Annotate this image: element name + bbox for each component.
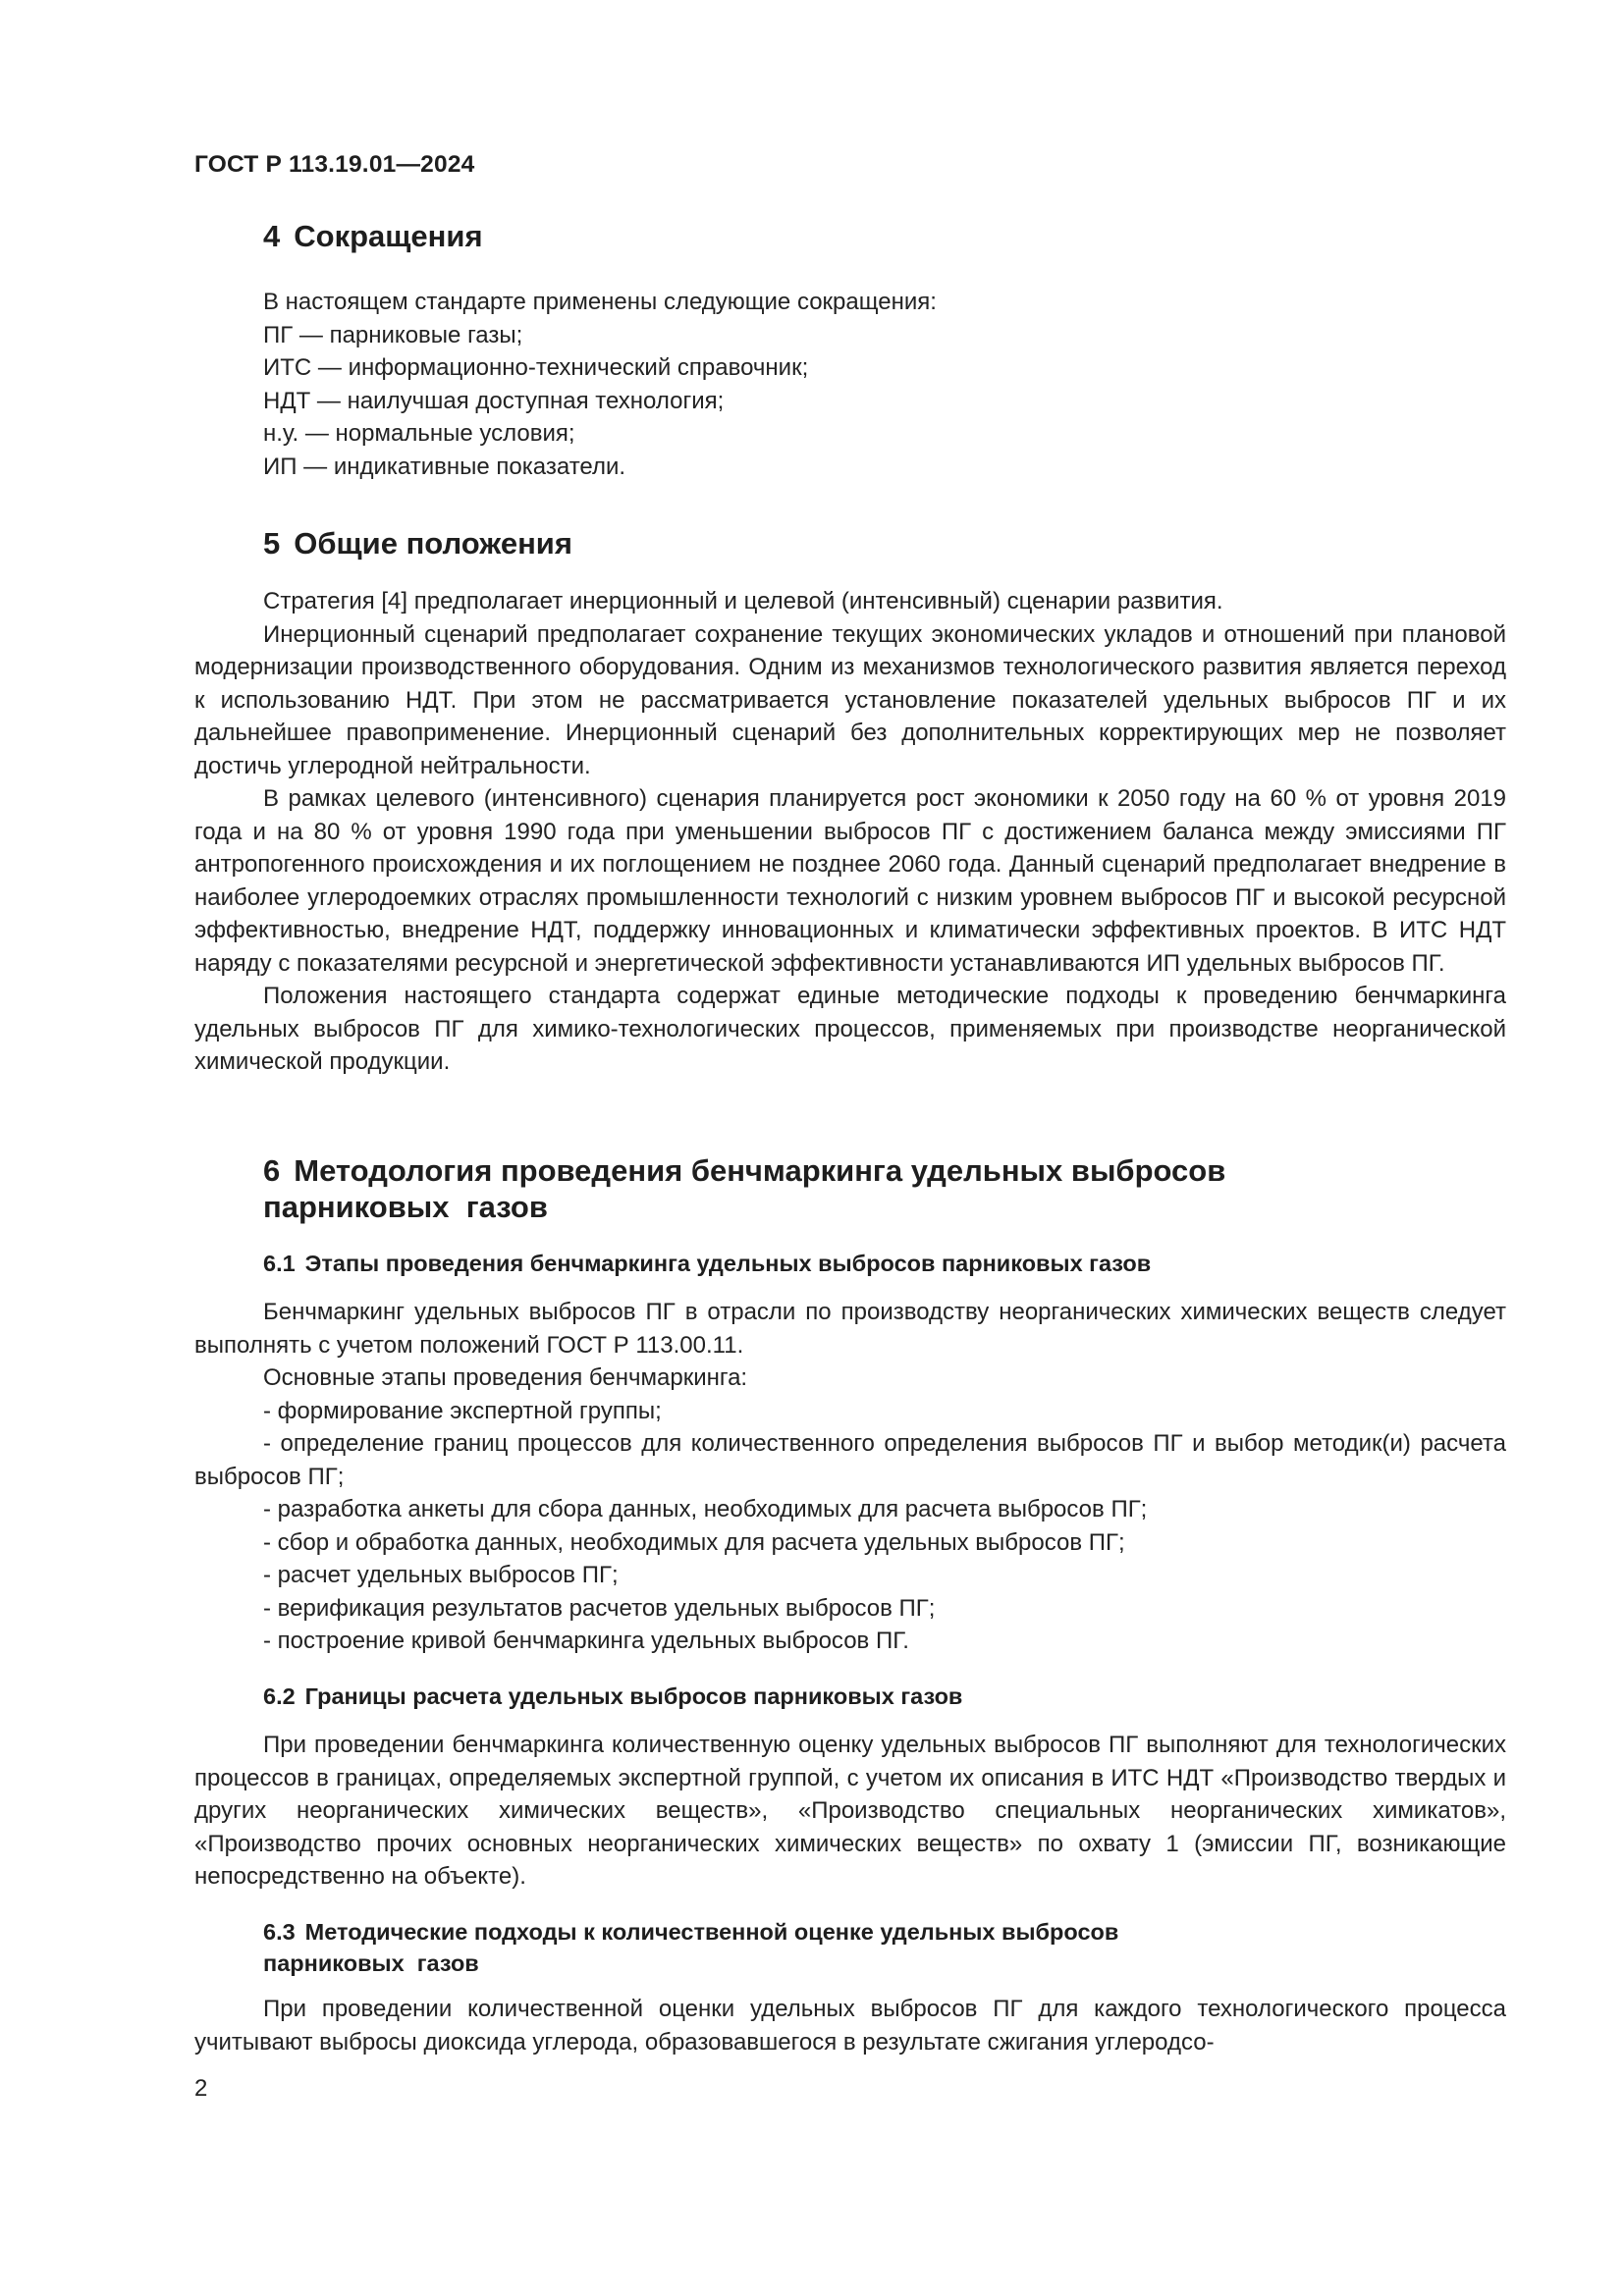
section-5-heading	[263, 525, 1441, 561]
stage-item: - верификация результатов расчетов удельных выбросов ПГ;	[263, 1594, 936, 1622]
subsection-number: 6.1	[263, 1251, 296, 1276]
section-number: 5	[263, 526, 281, 561]
paragraph: Основные этапы проведения бенчмаркинга:	[263, 1364, 748, 1391]
subsection-number: 6.3	[263, 1919, 296, 1945]
section-title: Общие положения	[294, 526, 572, 561]
subsection-title: Границы расчета удельных выбросов парниковых газов	[304, 1683, 963, 1709]
abbreviation-item: н.у. — нормальные условия;	[263, 420, 575, 447]
subsection-title-line-2: парниковых газов	[263, 1950, 479, 1976]
section-number: 6	[263, 1153, 281, 1188]
section-number: 4	[263, 219, 281, 253]
stage-item: - сбор и обработка данных, необходимых для расчета удельных выбросов ПГ;	[263, 1528, 1125, 1556]
section-title: Сокращения	[294, 219, 483, 253]
paragraph: Положения настоящего стандарта содержат единые методические подходы к проведению бенчмаркинга удельных выбросов ПГ для химико-технологических процессов, применяемых при производстве неорганической химической продукции.	[194, 983, 1506, 1075]
document-code-header: ГОСТ Р 113.19.01—2024	[194, 151, 475, 178]
abbreviation-item: НДТ — наилучшая доступная технология;	[263, 387, 725, 414]
paragraph: В рамках целевого (интенсивного) сценария планируется рост экономики к 2050 году на 60 % от уровня 2019 года и на 80 % от уровня 1990 года при уменьшении выбросов ПГ с достижением баланса между эмиссиями ПГ антропогенного происхождения и их поглощением не позднее 2060 года. Данный сценарий предполагает внедрение в наиболее углеродоемких отраслях промышленности технологий с низким уровнем выбросов ПГ и высокой ресурсной эффективностью, внедрение НДТ, поддержку инновационных и климатически эффективных проектов. В ИТС НДТ наряду с показателями ресурсной и энергетической эффективности устанавливаются ИП удельных выбросов ПГ.	[194, 785, 1506, 977]
stage-item: - формирование экспертной группы;	[263, 1397, 662, 1424]
section-6-heading	[263, 1152, 1441, 1225]
subsection-6-2-heading	[263, 1681, 1441, 1712]
section-title-line-1: Методология проведения бенчмаркинга удельных выбросов	[294, 1153, 1226, 1188]
stage-item: - построение кривой бенчмаркинга удельных выбросов ПГ.	[263, 1628, 909, 1654]
subsection-number: 6.2	[263, 1683, 296, 1709]
stage-item: - разработка анкеты для сбора данных, необходимых для расчета выбросов ПГ;	[263, 1496, 1148, 1522]
stage-item: - определение границ процессов для количественного определения выбросов ПГ и выбор методик(и) расчета выбросов ПГ;	[194, 1430, 1506, 1490]
section-5-body	[194, 585, 1506, 1079]
section-title-line-2: парниковых газов	[263, 1190, 548, 1224]
stage-item: - расчет удельных выбросов ПГ;	[263, 1562, 619, 1588]
abbreviation-item: ИП — индикативные показатели.	[263, 453, 626, 480]
subsection-6-2-body	[194, 1729, 1506, 1894]
subsection-6-1-body	[194, 1296, 1506, 1658]
section-4-heading	[263, 218, 1441, 254]
paragraph: При проведении бенчмаркинга количественную оценку удельных выбросов ПГ выполняют для технологических процессов в границах, определяемых экспертной группой, с учетом их описания в ИТС НДТ «Производство твердых и других неорганических химических веществ», «Производство специальных неорганических химикатов», «Производство прочих основных неорганических химических веществ» по охвату 1 (эмиссии ПГ, возникающие непосредственно на объекте).	[194, 1732, 1506, 1890]
abbreviation-item: ИТС — информационно-технический справочник;	[263, 354, 809, 381]
subsection-title-line-1: Методические подходы к количественной оценке удельных выбросов	[304, 1919, 1119, 1945]
subsection-6-3-body	[194, 1993, 1506, 2058]
abbreviation-item: ПГ — парниковые газы;	[263, 321, 523, 348]
subsection-6-3-heading	[263, 1916, 1441, 1979]
subsection-title: Этапы проведения бенчмаркинга удельных выбросов парниковых газов	[304, 1251, 1152, 1276]
abbreviations-intro: В настоящем стандарте применены следующие сокращения:	[263, 289, 937, 315]
subsection-6-1-heading	[263, 1248, 1441, 1279]
abbreviations-list	[194, 286, 1506, 483]
paragraph: Бенчмаркинг удельных выбросов ПГ в отрасли по производству неорганических химических веществ следует выполнять с учетом положений ГОСТ Р 113.00.11.	[194, 1299, 1506, 1359]
paragraph: Стратегия [4] предполагает инерционный и целевой (интенсивный) сценарии развития.	[263, 588, 1223, 614]
paragraph: Инерционный сценарий предполагает сохранение текущих экономических укладов и отношений при плановой модернизации производственного оборудования. Одним из механизмов технологического развития является переход к использованию НДТ. При этом не рассматривается установление показателей удельных выбросов ПГ и их дальнейшее правоприменение. Инерционный сценарий без дополнительных корректирующих мер не позволяет достичь углеродной нейтральности.	[194, 620, 1506, 779]
paragraph: При проведении количественной оценки удельных выбросов ПГ для каждого технологического процесса учитывают выбросы диоксида углерода, образовавшегося в результате сжигания углеродсо-	[194, 1996, 1506, 2056]
page-number: 2	[194, 2075, 208, 2102]
